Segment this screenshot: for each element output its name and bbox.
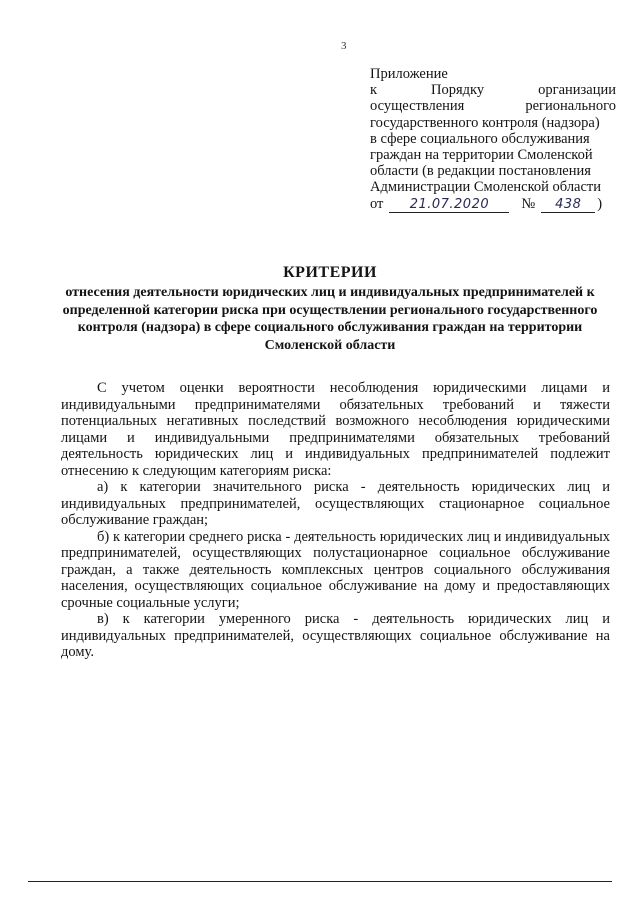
handwritten-date: 21.07.2020 xyxy=(389,198,509,213)
appendix-word: регионального xyxy=(525,98,616,115)
page-number: 3 xyxy=(341,40,347,52)
paragraph-item-a: а) к категории значительного риска - деятельность юридических лиц и индивидуальных предпринимателей, осуществляющих стационарное социальное обслуживание граждан; xyxy=(61,479,610,528)
document-subtitle: отнесения деятельности юридических лиц и индивидуальных предпринимателей к определенной категории риска при осуществлении регионального государственного контроля (надзора) в сфере социального обслуживания граждан на территории Смоленской области xyxy=(62,285,598,353)
document-body xyxy=(61,380,610,661)
appendix-line-7: области (в редакции постановления xyxy=(370,163,591,180)
handwritten-number: 438 xyxy=(541,198,595,213)
document-title-block xyxy=(60,264,600,354)
bottom-rule xyxy=(28,881,612,882)
appendix-line-4: государственного контроля (надзора) xyxy=(370,114,600,131)
approval-line xyxy=(370,196,616,213)
appendix-header xyxy=(370,66,616,213)
paragraph-intro: С учетом оценки вероятности несоблюдения юридическими лицами и индивидуальными предпринимателями обязательных требований и тяжести потенциальных негативных последствий возможного несоблюдения юридическими лицами и индивидуальными предпринимателями обязательных требований деятельность юридических лиц и индивидуальных предпринимателей подлежит отнесению к следующим категориям риска: xyxy=(61,380,610,479)
appendix-line-2 xyxy=(370,82,616,98)
appendix-word: Порядку xyxy=(431,82,485,99)
paragraph-item-b: б) к категории среднего риска - деятельность юридических лиц и индивидуальных предпринимателей, осуществляющих полустационарное социальное обслуживание граждан, а также деятельность комплексных центров социального обслуживания населения, осуществляющих социальное обслуживание на дому и предоставляющих срочные социальные услуги; xyxy=(61,528,610,611)
from-label: от xyxy=(370,195,384,212)
appendix-line-1: Приложение xyxy=(370,66,448,82)
appendix-word: к xyxy=(370,82,378,99)
appendix-word: осуществления xyxy=(370,98,465,115)
document-title: КРИТЕРИИ xyxy=(283,264,377,281)
appendix-line-8: Администрации Смоленской области xyxy=(370,179,602,196)
paragraph-item-c: в) к категории умеренного риска - деятельность юридических лиц и индивидуальных предпринимателей, осуществляющих социальное обслуживание на дому. xyxy=(61,611,610,660)
appendix-word: организации xyxy=(538,82,616,99)
appendix-line-6: граждан на территории Смоленской xyxy=(370,147,593,164)
appendix-line-5: в сфере социального обслуживания xyxy=(370,130,590,147)
number-label: № xyxy=(521,195,536,212)
appendix-line-3 xyxy=(370,98,616,114)
close-paren: ) xyxy=(597,195,603,212)
